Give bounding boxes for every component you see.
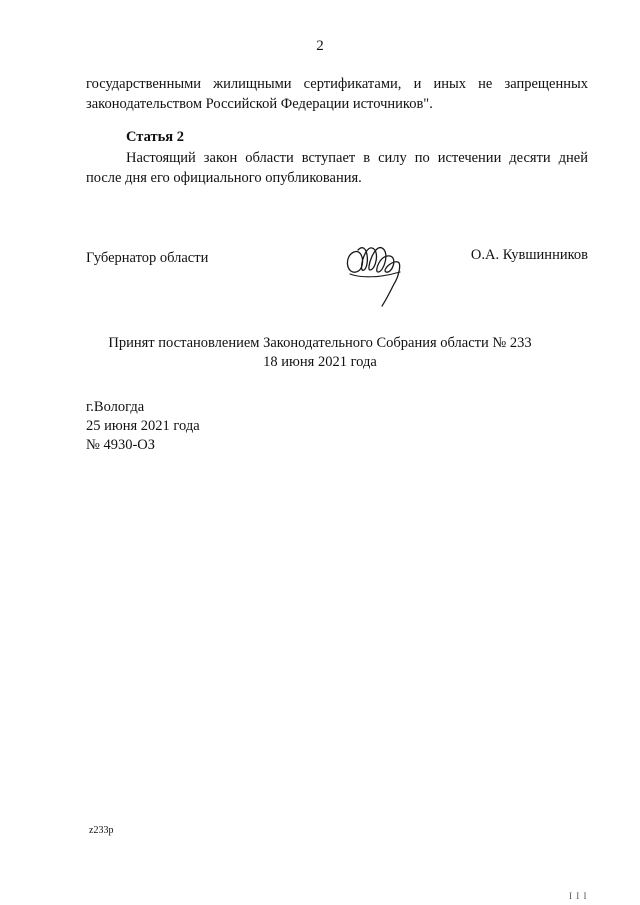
law-number: № 4930-ОЗ	[86, 437, 156, 453]
article-body	[86, 148, 588, 188]
corner-mark: I I I	[569, 891, 588, 901]
signing-date: 25 июня 2021 года	[86, 418, 200, 434]
page-number: 2	[316, 38, 324, 54]
article-line-2: после дня его официального опубликования.	[86, 170, 362, 186]
article-line-1: Настоящий закон области вступает в силу по истечении десяти дней	[126, 150, 588, 166]
adoption-line-1: Принят постановлением Законодательного Собрания области № 233	[108, 335, 532, 351]
place-date-block	[86, 398, 200, 455]
governor-name: О.А. Кувшинников	[470, 247, 588, 263]
adoption-note	[0, 334, 640, 372]
city: г.Вологда	[86, 399, 145, 415]
continuation-line-2: законодательством Российской Федерации источников".	[86, 96, 433, 112]
adoption-date: 18 июня 2021 года	[263, 354, 377, 370]
article-title: Статья 2	[126, 129, 184, 145]
continuation-line-1: государственными жилищными сертификатами, и иных не запрещенных	[86, 76, 588, 92]
continuation-paragraph	[86, 74, 588, 114]
handwritten-signature	[340, 226, 412, 310]
governor-position-label: Губернатор области	[86, 250, 209, 266]
document-code: z233p	[89, 825, 114, 836]
